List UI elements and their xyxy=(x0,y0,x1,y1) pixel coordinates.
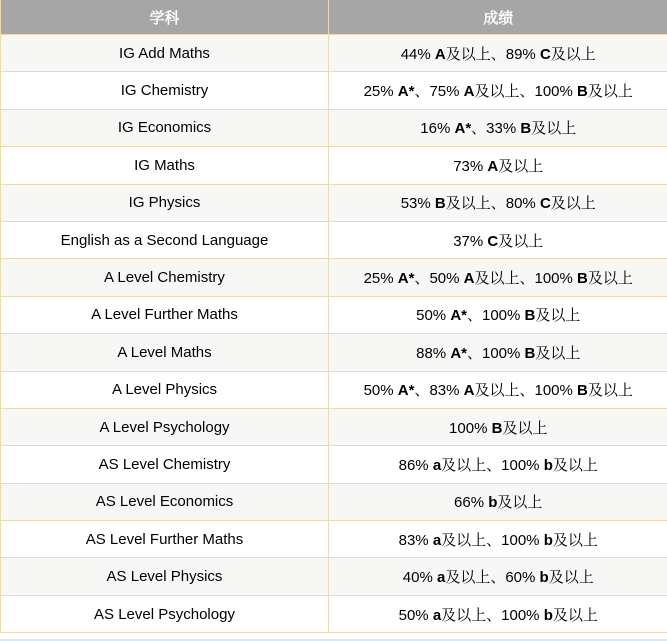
table-body xyxy=(1,35,667,633)
subject-cell: IG Economics xyxy=(1,109,329,146)
result-cell: 88% A*、100% B及以上 xyxy=(329,334,667,371)
result-cell: 83% a及以上、100% b及以上 xyxy=(329,521,667,558)
table-row xyxy=(1,558,667,595)
result-cell: 50% a及以上、100% b及以上 xyxy=(329,595,667,632)
table-row xyxy=(1,35,667,72)
subject-cell: AS Level Further Maths xyxy=(1,521,329,558)
table-row xyxy=(1,334,667,371)
subject-cell: A Level Maths xyxy=(1,334,329,371)
result-cell: 25% A*、75% A及以上、100% B及以上 xyxy=(329,72,667,109)
subject-cell: IG Chemistry xyxy=(1,72,329,109)
header-subject: 学科 xyxy=(1,0,329,35)
table-row xyxy=(1,184,667,221)
table-row xyxy=(1,483,667,520)
result-cell: 37% C及以上 xyxy=(329,221,667,258)
table-row xyxy=(1,109,667,146)
table-row xyxy=(1,408,667,445)
subject-cell: A Level Further Maths xyxy=(1,296,329,333)
result-cell: 44% A及以上、89% C及以上 xyxy=(329,35,667,72)
result-cell: 25% A*、50% A及以上、100% B及以上 xyxy=(329,259,667,296)
subject-cell: AS Level Chemistry xyxy=(1,446,329,483)
subject-cell: IG Maths xyxy=(1,147,329,184)
result-cell: 53% B及以上、80% C及以上 xyxy=(329,184,667,221)
table-row xyxy=(1,521,667,558)
result-cell: 73% A及以上 xyxy=(329,147,667,184)
subject-cell: AS Level Economics xyxy=(1,483,329,520)
result-cell: 66% b及以上 xyxy=(329,483,667,520)
result-cell: 100% B及以上 xyxy=(329,408,667,445)
subject-cell: AS Level Psychology xyxy=(1,595,329,632)
table-row xyxy=(1,147,667,184)
subject-cell: AS Level Physics xyxy=(1,558,329,595)
table-row xyxy=(1,221,667,258)
table-row xyxy=(1,595,667,632)
subject-cell: A Level Physics xyxy=(1,371,329,408)
subject-cell: A Level Chemistry xyxy=(1,259,329,296)
header-row xyxy=(1,0,667,35)
table-row xyxy=(1,446,667,483)
table-row xyxy=(1,296,667,333)
subject-cell: IG Add Maths xyxy=(1,35,329,72)
result-cell: 86% a及以上、100% b及以上 xyxy=(329,446,667,483)
table-row xyxy=(1,259,667,296)
bottom-strip xyxy=(0,633,667,641)
subject-cell: IG Physics xyxy=(1,184,329,221)
result-cell: 16% A*、33% B及以上 xyxy=(329,109,667,146)
table-row xyxy=(1,72,667,109)
result-cell: 50% A*、100% B及以上 xyxy=(329,296,667,333)
subject-cell: English as a Second Language xyxy=(1,221,329,258)
table-row xyxy=(1,371,667,408)
result-cell: 50% A*、83% A及以上、100% B及以上 xyxy=(329,371,667,408)
result-cell: 40% a及以上、60% b及以上 xyxy=(329,558,667,595)
subject-cell: A Level Psychology xyxy=(1,408,329,445)
header-result: 成绩 xyxy=(329,0,667,35)
